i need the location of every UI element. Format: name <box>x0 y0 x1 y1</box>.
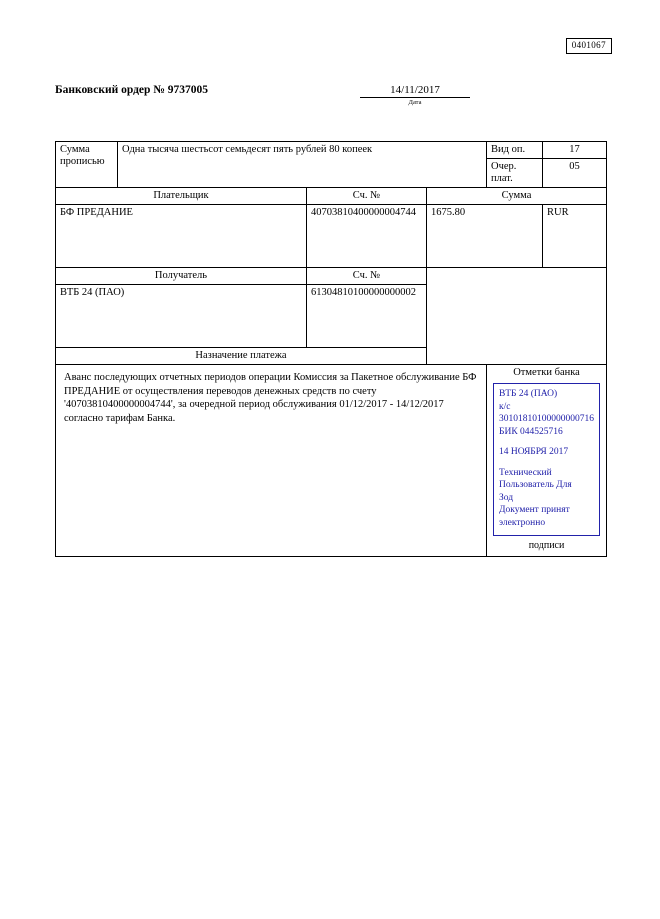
bank-stamp <box>493 383 600 536</box>
page-title: Банковский ордер № 9737005 <box>55 84 208 96</box>
stamp-bik: БИК 044525716 <box>499 426 563 437</box>
receiver-account-filler <box>307 301 427 348</box>
header-payer: Плательщик <box>56 188 307 205</box>
amount-words-label-line1: Сумма <box>60 144 90 155</box>
payer-account-filler <box>307 221 427 268</box>
amount-words-value-cell <box>118 142 487 188</box>
amount-words-value: Одна тысяча шестьсот семьдесят пять рублей 80 копеек <box>122 144 373 155</box>
purpose-cell <box>56 365 487 557</box>
table-row-amount-words <box>56 142 607 159</box>
document-date-label: Дата <box>408 99 422 106</box>
header-bank-marks: Отметки банка <box>513 367 580 378</box>
form-code: 0401067 <box>566 38 612 54</box>
payer-currency: RUR <box>543 205 607 268</box>
amount-words-label-line2: прописью <box>60 156 105 167</box>
bank-marks-cell <box>487 365 607 557</box>
amount-column-blank <box>427 268 607 365</box>
stamp-date: 14 НОЯБРЯ 2017 <box>499 447 569 457</box>
ocher-plat-value: 05 <box>543 159 607 188</box>
vid-op-label: Вид оп. <box>487 142 543 159</box>
receiver-name: ВТБ 24 (ПАО) <box>56 285 307 302</box>
header-receiver-account-no: Сч. № <box>307 268 427 285</box>
header-amount: Сумма <box>427 188 607 205</box>
table-row-receiver-headers <box>56 268 607 285</box>
payer-amount: 1675.80 <box>427 205 543 268</box>
stamp-spacer-2 <box>499 459 594 467</box>
payer-account: 40703810400000004744 <box>307 205 427 222</box>
header-purpose: Назначение платежа <box>56 348 427 365</box>
stamp-bank-name: ВТБ 24 (ПАО) <box>499 389 558 399</box>
payer-name: БФ ПРЕДАНИЕ <box>56 205 307 222</box>
amount-words-label-cell <box>56 142 118 188</box>
ocher-plat-label: Очер. плат. <box>487 159 543 188</box>
header-account-no: Сч. № <box>307 188 427 205</box>
stamp-user-line2: Зод <box>499 492 514 503</box>
stamp-corr-account: к/с 30101810100000000716 <box>499 401 595 424</box>
stamp-accepted: Документ принят электронно <box>499 505 570 528</box>
signatures-label: подписи <box>528 540 565 551</box>
vid-op-value: 17 <box>543 142 607 159</box>
payer-name-filler <box>56 221 307 268</box>
order-table <box>55 141 607 557</box>
table-row-purpose-body <box>56 365 607 557</box>
table-row-payer-values <box>56 205 607 222</box>
table-row-payer-headers <box>56 188 607 205</box>
document-date-value: 14/11/2017 <box>360 84 470 98</box>
document-date <box>360 84 470 106</box>
purpose-text: Аванс последующих отчетных периодов операции Комиссия за Пакетное обслуживание БФ ПРЕДАНИЕ от осуществления переводов денежных средств по счету '40703810400000004744', за очередной период обслуживания 01/12/2017 - 14/12/2017 согласно тарифам Банка. <box>64 372 477 424</box>
stamp-user-line1: Технический Пользователь Для <box>499 467 572 490</box>
stamp-spacer <box>499 438 594 446</box>
receiver-name-filler <box>56 301 307 348</box>
header-receiver: Получатель <box>56 268 307 285</box>
receiver-account: 61304810100000000002 <box>307 285 427 302</box>
